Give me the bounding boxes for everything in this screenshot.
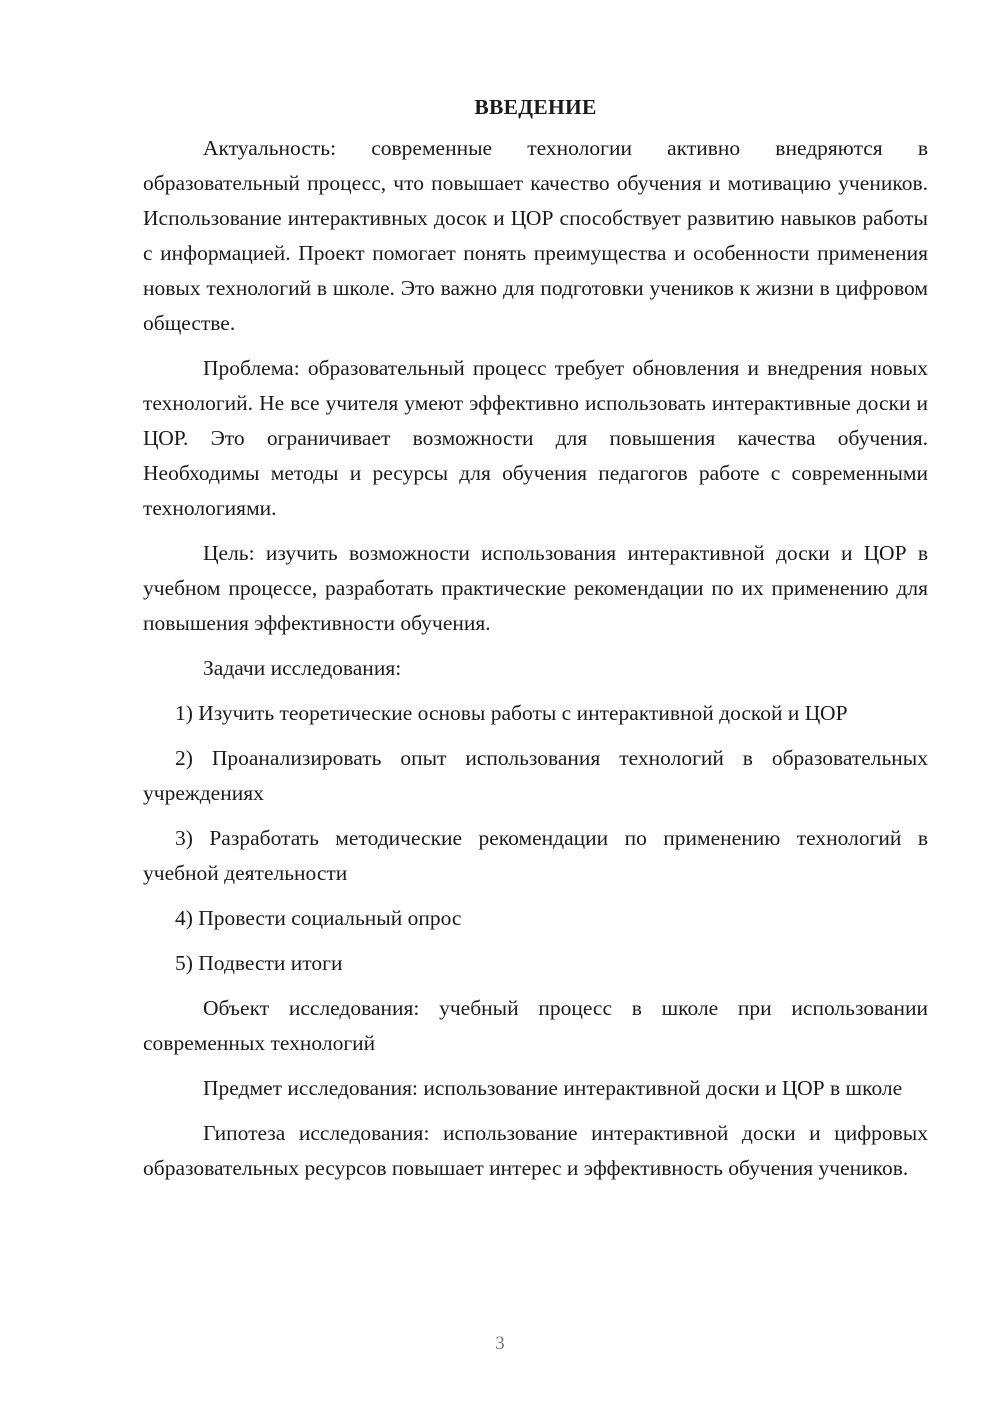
page-title: ВВЕДЕНИЕ xyxy=(474,95,597,119)
tasks-heading: Задачи исследования: xyxy=(203,656,402,680)
page-number: 3 xyxy=(495,1333,505,1354)
list-item: 3) Разработать методические рекомендации по применению технологий в учебной деятельности xyxy=(143,826,928,885)
list-item: 2) Проанализировать опыт использования технологий в образовательных учреждениях xyxy=(143,746,928,805)
relevance-paragraph: Актуальность: современные технологии активно внедряются в образовательный процесс, что повышает качество обучения и мотивацию учеников. Использование интерактивных досок и ЦОР способствует развитию навыков работы с информацией. Проект помогает понять преимущества и особенности применения новых технологий в школе. Это важно для подготовки учеников к жизни в цифровом обществе. xyxy=(143,136,928,335)
goal-paragraph: Цель: изучить возможности использования интерактивной доски и ЦОР в учебном процессе, разработать практические рекомендации по их применению для повышения эффективности обучения. xyxy=(143,541,928,635)
list-item: 4) Провести социальный опрос xyxy=(175,906,462,930)
problem-paragraph: Проблема: образовательный процесс требует обновления и внедрения новых технологий. Не все учителя умеют эффективно использовать интерактивные доски и ЦОР. Это ограничивает возможности для повышения качества обучения. Необходимы методы и ресурсы для обучения педагогов работе с современными технологиями. xyxy=(143,356,928,520)
page-content xyxy=(143,90,928,1196)
list-item: 5) Подвести итоги xyxy=(175,951,343,975)
list-item: 1) Изучить теоретические основы работы с интерактивной доской и ЦОР xyxy=(175,701,848,725)
subject-paragraph: Предмет исследования: использование интерактивной доски и ЦОР в школе xyxy=(203,1076,903,1100)
hypothesis-paragraph: Гипотеза исследования: использование интерактивной доски и цифровых образовательных ресурсов повышает интерес и эффективность обучения учеников. xyxy=(143,1121,928,1180)
object-paragraph: Объект исследования: учебный процесс в школе при использовании современных технологий xyxy=(143,996,928,1055)
tasks-list xyxy=(143,696,928,981)
